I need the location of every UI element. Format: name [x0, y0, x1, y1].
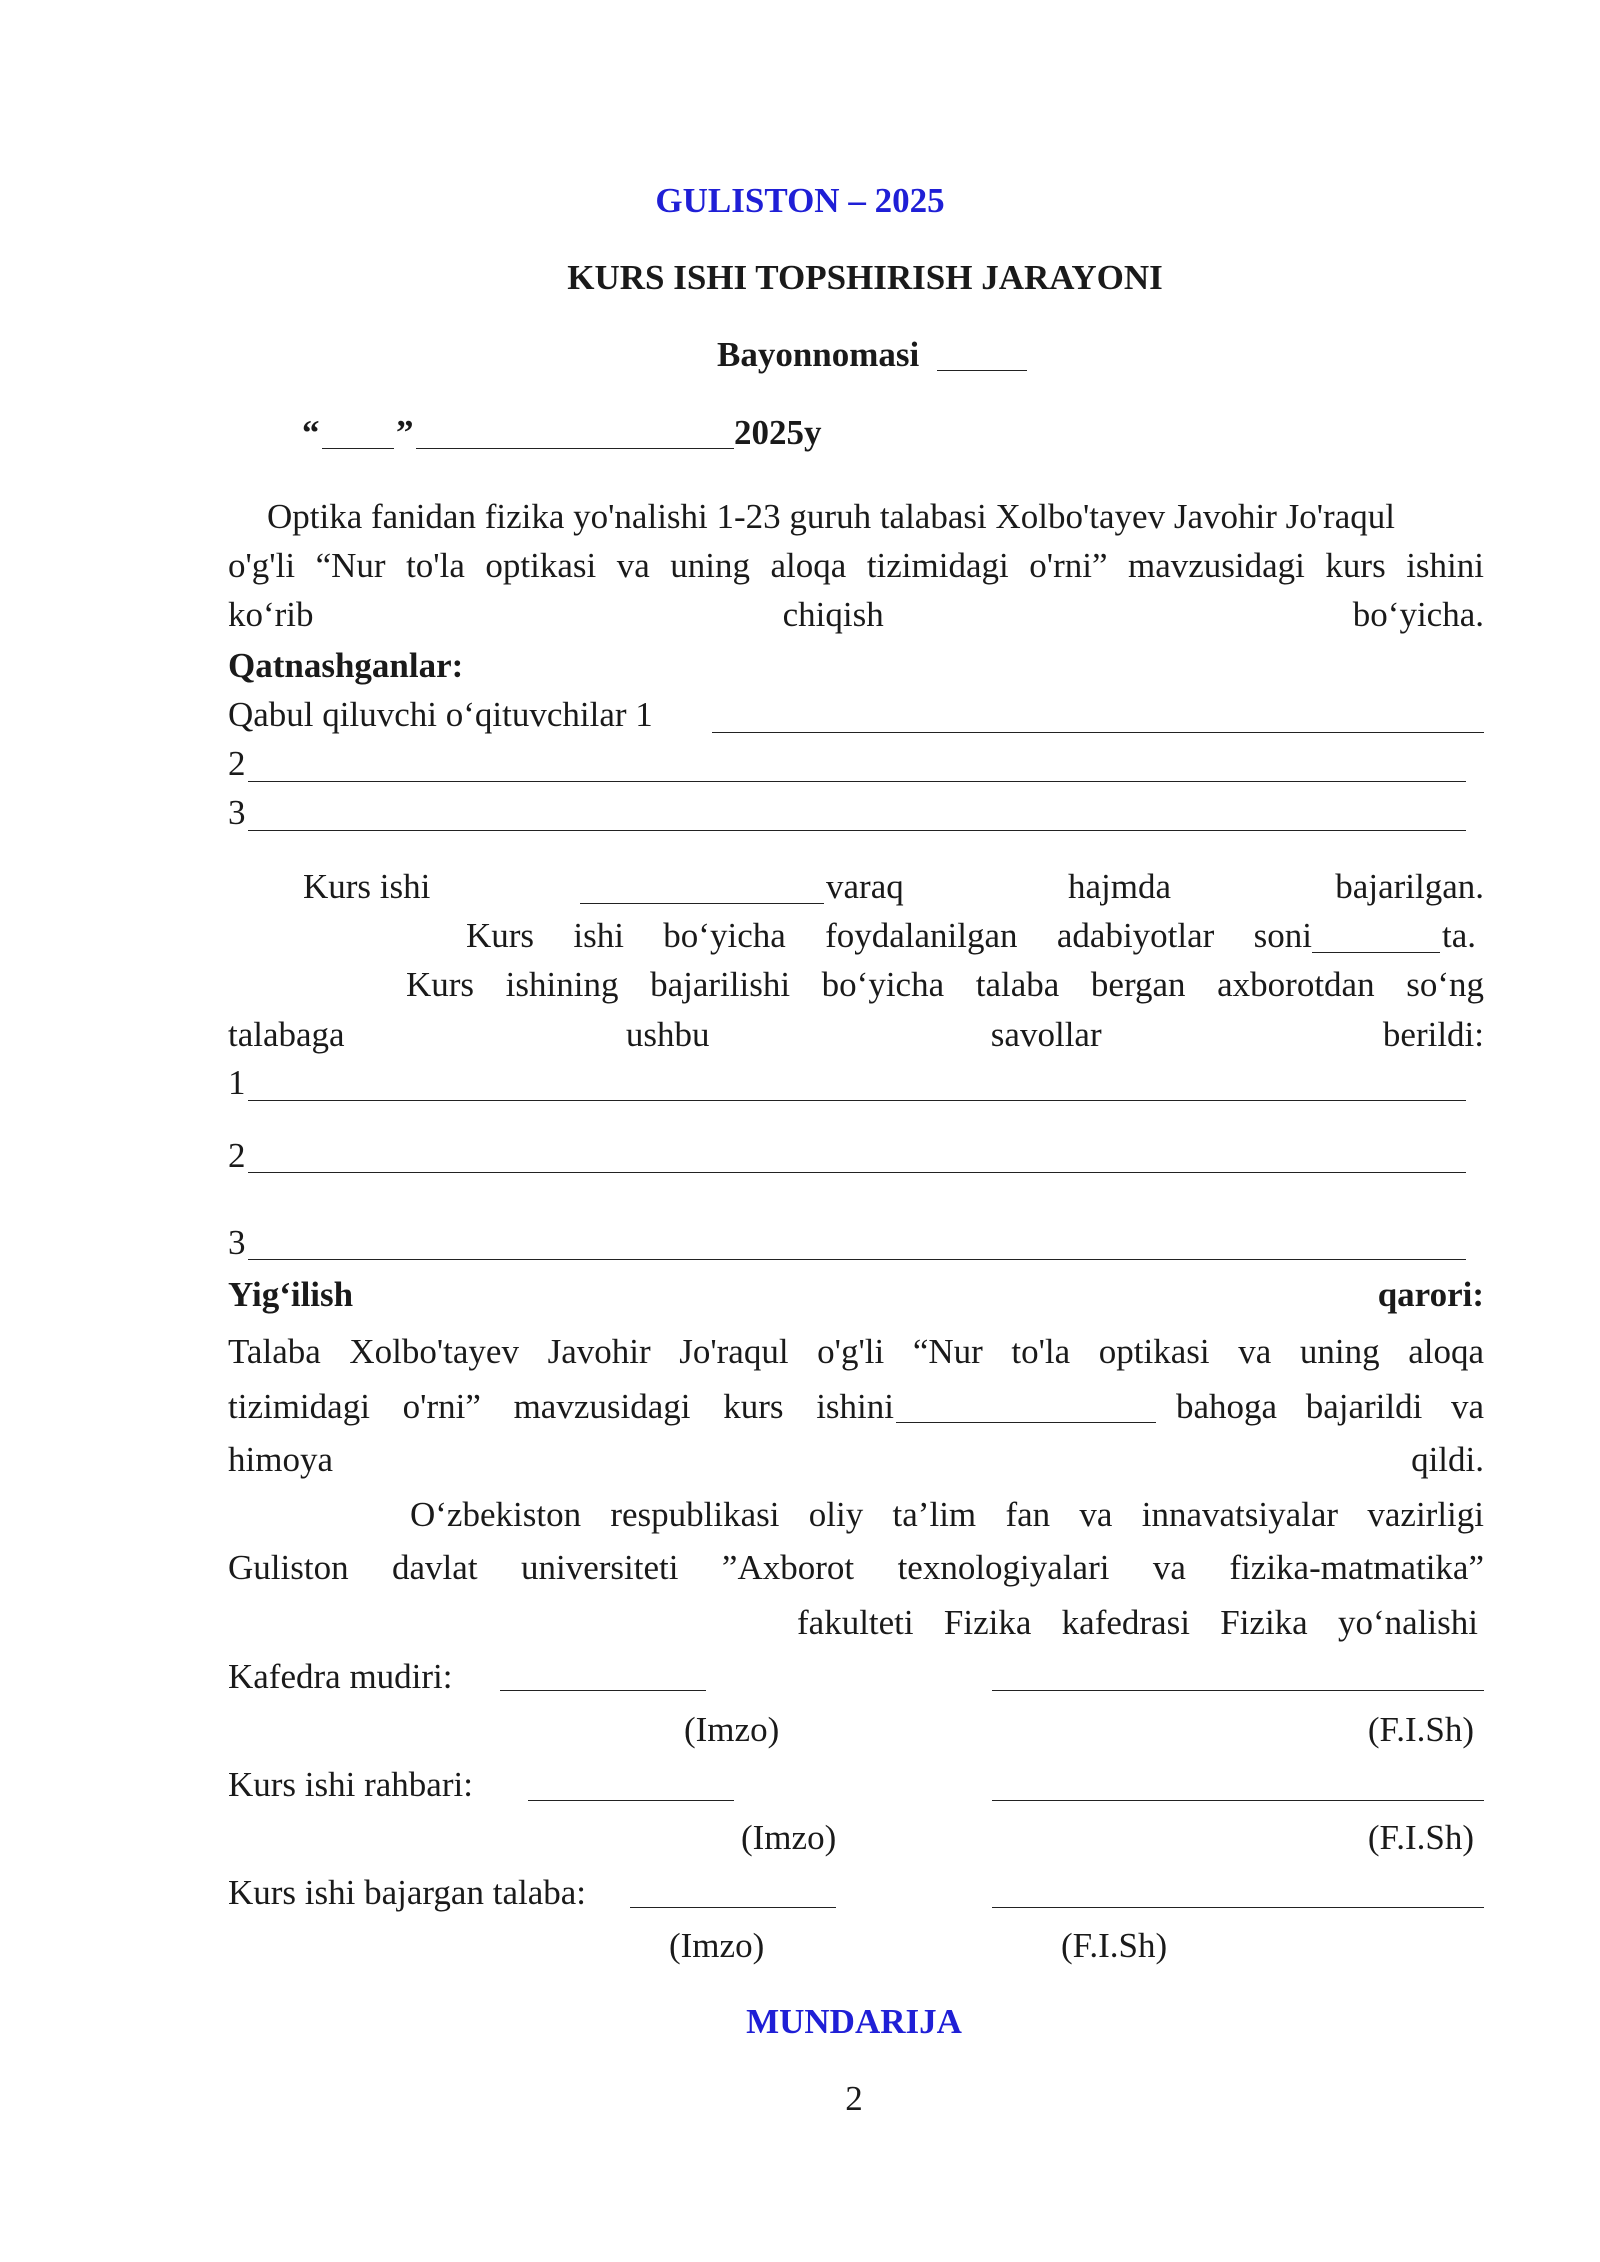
rahbar-name-blank [992, 1800, 1484, 1801]
work-varaq-text: varaq hajmda bajarilgan. [826, 867, 1484, 906]
mundarija-heading: MUNDARIJA [746, 2002, 962, 2041]
teacher-1-blank [712, 732, 1484, 733]
literature-ta: ta. [1442, 916, 1477, 955]
question-1-number: 1 [228, 1063, 246, 1102]
question-3-blank [248, 1259, 1466, 1260]
organization-line-3: fakulteti Fizika kafedrasi Fizika yo‘nalishi [797, 1603, 1478, 1642]
teacher-3-blank [248, 830, 1466, 831]
teacher-2-blank [248, 781, 1466, 782]
rahbar-imzo: (Imzo) [741, 1818, 837, 1857]
participants-heading: Qatnashganlar: [228, 646, 464, 685]
talaba-name-blank [992, 1907, 1484, 1908]
literature-label: Kurs ishi bo‘yicha foydalanilgan adabiyotlar soni [466, 916, 1312, 955]
work-pages-blank [580, 903, 824, 904]
rahbar-label: Kurs ishi rahbari: [228, 1765, 473, 1804]
talaba-fish: (F.I.Sh) [1061, 1926, 1168, 1965]
work-kurs-label: Kurs ishi [303, 867, 431, 906]
decision-heading-right: qarori: [1377, 1275, 1484, 1314]
kafedra-label: Kafedra mudiri: [228, 1657, 453, 1696]
document-title: KURS ISHI TOPSHIRISH JARAYONI [567, 258, 1163, 297]
teacher-2-number: 2 [228, 744, 246, 783]
question-2-blank [248, 1172, 1466, 1173]
question-1-blank [248, 1100, 1466, 1101]
date-quote-open: “ [302, 413, 320, 452]
bayonnoma-number-blank [937, 370, 1027, 371]
talaba-signature-blank [630, 1907, 836, 1908]
rahbar-fish: (F.I.Sh) [1367, 1818, 1474, 1857]
decision-line-3: himoya qildi. [228, 1440, 1484, 1479]
literature-count-blank [1312, 952, 1440, 953]
kafedra-signature-blank [500, 1690, 706, 1691]
decision-line-2b: bahoga bajarildi va [1176, 1387, 1484, 1426]
decision-line-1: Talaba Xolbo'tayev Javohir Jo'raqul o'g'li “Nur to'la optikasi va uning aloqa [228, 1332, 1484, 1371]
questions-line-1: Kurs ishining bajarilishi bo‘yicha talaba bergan axborotdan so‘ng [406, 965, 1484, 1004]
city-year: GULISTON – 2025 [655, 181, 945, 220]
talaba-label: Kurs ishi bajargan talaba: [228, 1873, 586, 1912]
kafedra-imzo: (Imzo) [684, 1710, 780, 1749]
date-month-blank [416, 448, 734, 449]
kafedra-fish: (F.I.Sh) [1367, 1710, 1474, 1749]
organization-line-2: Guliston davlat universiteti ”Axborot texnologiyalari va fizika-matmatika” [228, 1548, 1484, 1587]
date-day-blank [322, 448, 394, 449]
page-number: 2 [845, 2079, 863, 2118]
decision-line-2a: tizimidagi o'rni” mavzusidagi kurs ishini [228, 1387, 894, 1426]
kafedra-name-blank [992, 1690, 1484, 1691]
question-2-number: 2 [228, 1136, 246, 1175]
organization-line-1: O‘zbekiston respublikasi oliy ta’lim fan va innavatsiyalar vazirligi [410, 1495, 1484, 1534]
bayonnoma-label: Bayonnomasi [717, 335, 920, 374]
question-3-number: 3 [228, 1223, 246, 1262]
talaba-imzo: (Imzo) [669, 1926, 765, 1965]
rahbar-signature-blank [528, 1800, 734, 1801]
teacher-3-number: 3 [228, 793, 246, 832]
intro-line-2: o'g'li “Nur to'la optikasi va uning aloqa tizimidagi o'rni” mavzusidagi kurs ishini [228, 546, 1484, 585]
intro-line-3: ko‘rib chiqish bo‘yicha. [228, 595, 1484, 634]
questions-line-2: talabaga ushbu savollar berildi: [228, 1015, 1484, 1054]
teachers-label: Qabul qiluvchi o‘qituvchilar 1 [228, 695, 653, 734]
intro-line-1: Optika fanidan fizika yo'nalishi 1-23 guruh talabasi Xolbo'tayev Javohir Jo'raqul [267, 497, 1395, 536]
grade-blank [896, 1422, 1156, 1423]
date-year: 2025y [734, 413, 822, 452]
decision-heading-left: Yig‘ilish [228, 1275, 354, 1314]
date-quote-close: ” [396, 413, 414, 452]
